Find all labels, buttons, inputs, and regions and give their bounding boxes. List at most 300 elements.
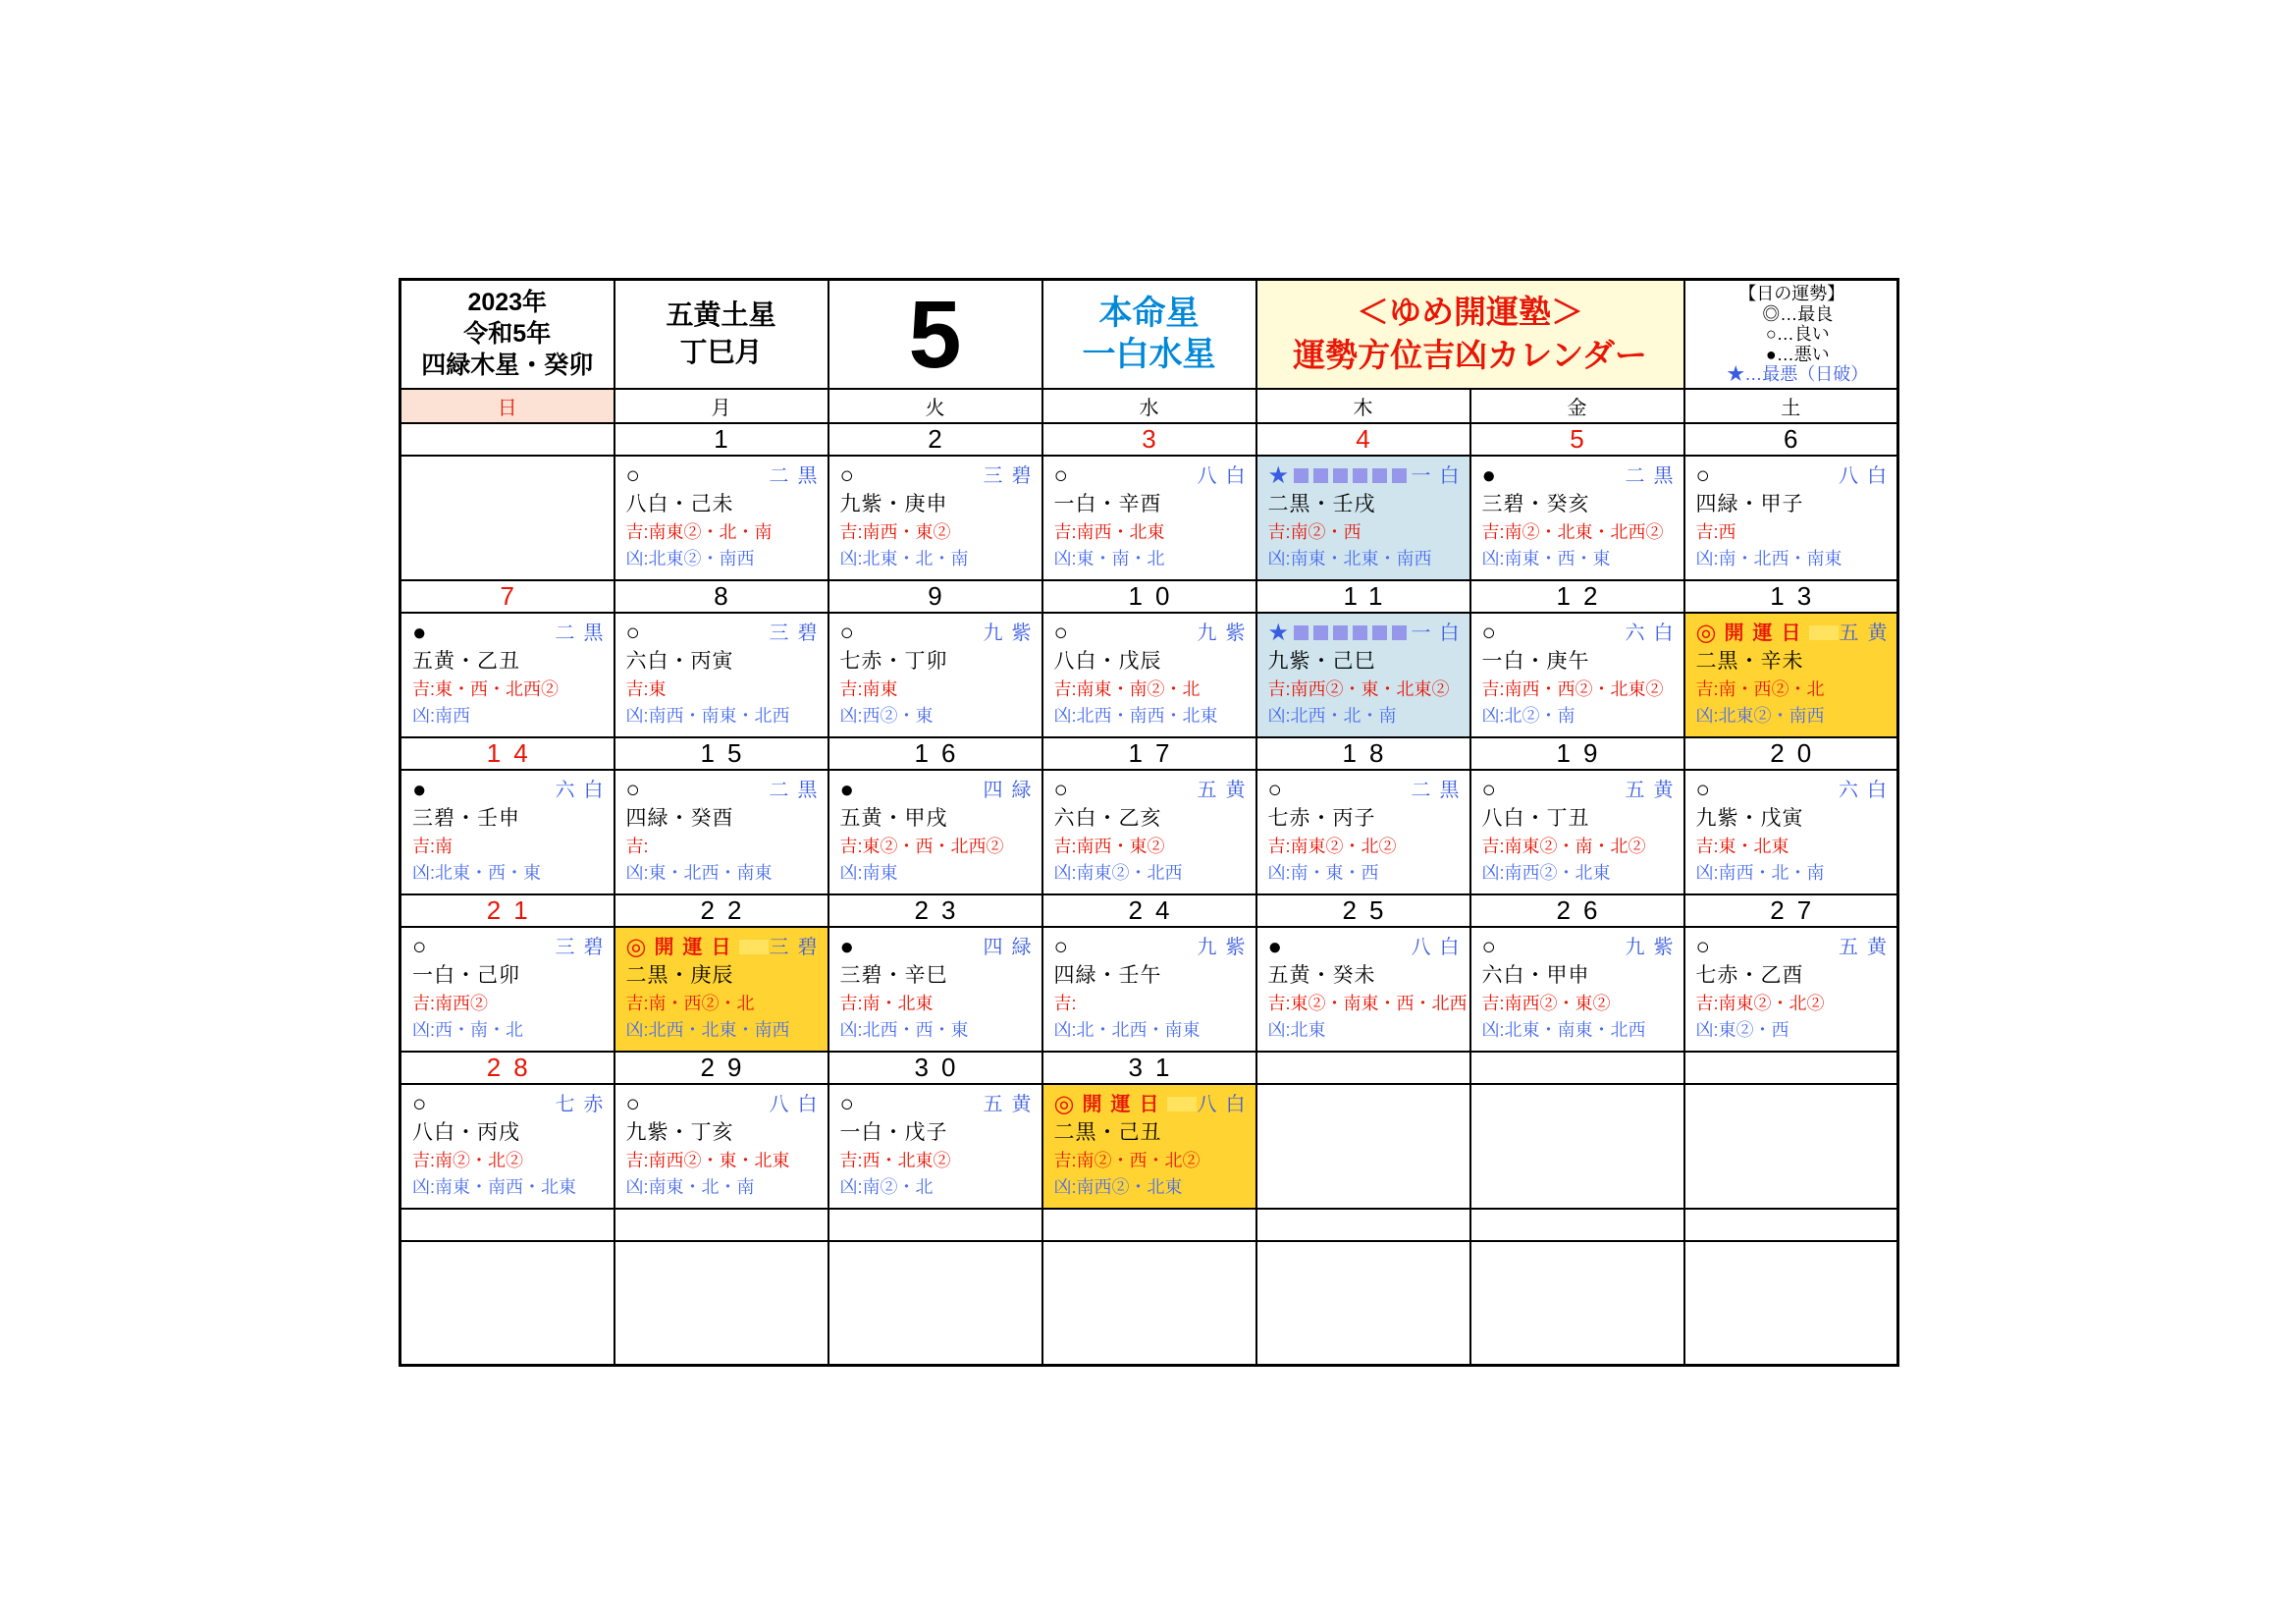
date-cell-5: 5 [1470,423,1684,456]
weekday-sunday: 日 [400,389,614,423]
date-cell-24: 24 [1042,894,1256,927]
square-icon [1353,468,1367,483]
day-cell-empty [1042,1241,1256,1366]
fortune-legend [1684,280,1898,389]
good-day-icon: ○ [1695,461,1711,489]
date-cell-19: 19 [1470,737,1684,770]
day-cell-3 [1042,456,1256,580]
square-icon [754,940,769,954]
unlucky-directions: 凶:南西・南東・北西 [625,705,790,726]
day-cell-content [615,771,828,893]
good-day-icon: ○ [1053,619,1068,646]
unlucky-directions: 凶:南東・北東・南西 [1267,548,1432,568]
star-eto-text: 七赤・丁卯 [839,650,948,674]
honmeisei-label: 本命星 [1098,294,1200,332]
lucky-directions: 吉:南東②・北② [1267,836,1397,856]
good-day-icon: ○ [1695,933,1711,960]
good-day-icon: ○ [625,619,640,646]
day-cell-13 [1684,613,1898,737]
day-mark-line [412,1090,613,1117]
day-cell-content [1471,928,1683,1051]
unlucky-directions: 凶:南西②・北東 [1481,862,1611,883]
nine-star-label: 九紫 [983,622,1041,644]
square-icon [1294,468,1308,483]
day-content-row-week-6 [400,1241,1898,1366]
square-icon [1824,625,1839,640]
date-cell-13: 13 [1684,580,1898,613]
day-mark-line [1695,933,1896,960]
calendar-body [400,423,1898,1366]
day-cell-empty [1470,1084,1684,1209]
star-eto-text: 七赤・丙子 [1267,807,1376,831]
lucky-directions: 吉:南②・西・北② [1053,1150,1201,1170]
date-cell-11: 11 [1256,580,1470,613]
bad-day-icon: ● [412,619,427,646]
day-mark-line [1053,776,1255,803]
unlucky-directions: 凶:北東・北・南 [839,548,969,568]
nine-star-label: 一白 [1411,464,1468,487]
day-cell-11 [1256,613,1470,737]
nine-star-label: 八白 [769,1093,827,1115]
lucky-directions: 吉:南東②・北② [1695,993,1825,1013]
day-mark-line [412,776,613,803]
weekday-thursday: 木 [1256,389,1470,423]
nine-star-label: 八白 [1411,936,1468,958]
day-cell-empty [1470,1241,1684,1366]
day-mark-line [1695,619,1896,646]
date-cell-9: 9 [828,580,1042,613]
day-cell-content [829,928,1041,1051]
day-cell-content [1685,614,1897,736]
day-cell-25 [1256,927,1470,1052]
day-cell-content [1043,1085,1255,1208]
lucky-directions: 吉:南②・西 [1267,521,1362,542]
bad-day-icon: ● [839,933,854,960]
date-cell-empty [1470,1209,1684,1241]
lucky-directions: 吉:南②・北② [412,1150,524,1170]
date-cell-12: 12 [1470,580,1684,613]
date-cell-15: 15 [614,737,828,770]
star-eto-text: 九紫・己巳 [1267,650,1376,674]
lucky-directions: 吉:東・西・北西② [412,678,560,699]
square-icon [1333,625,1348,640]
star-eto-text: 二黒・辛未 [1695,650,1804,674]
day-mark-line [625,933,827,960]
legend-item-good: ○…良い [1765,324,1830,345]
date-cell-26: 26 [1470,894,1684,927]
date-cell-empty [1256,1209,1470,1241]
square-icon [739,940,754,954]
day-mark-line [1053,933,1255,960]
unlucky-directions: 凶:南東・南西・北東 [412,1176,577,1197]
lucky-day-label: 開運日 [1724,622,1810,644]
nine-star-label: 二黒 [769,464,827,487]
good-day-icon: ○ [839,1090,854,1117]
lucky-directions: 吉:南西・西②・北東② [1481,678,1664,699]
day-cell-12 [1470,613,1684,737]
lucky-directions: 吉:南西・北東 [1053,521,1165,542]
bad-day-icon: ● [1267,933,1282,960]
mark-spacer [1289,625,1411,640]
unlucky-directions: 凶:東②・西 [1695,1019,1789,1040]
nine-star-label: 九紫 [1625,936,1682,958]
weekday-saturday: 土 [1684,389,1898,423]
unlucky-directions: 凶:北西・南西・北東 [1053,705,1218,726]
nine-star-label: 七赤 [555,1093,613,1115]
day-mark-line [1481,933,1682,960]
day-cell-26 [1470,927,1684,1052]
good-day-icon: ○ [1053,776,1068,803]
day-mark-line [1053,1090,1255,1117]
star-eto-text: 七赤・乙酉 [1695,964,1804,988]
nine-star-label: 八白 [1839,464,1896,487]
day-cell-empty [400,1241,614,1366]
day-cell-22 [614,927,828,1052]
date-cell-22: 22 [614,894,828,927]
date-cell-31: 31 [1042,1052,1256,1084]
day-mark-line [1267,619,1468,646]
unlucky-directions: 凶:東・南・北 [1053,548,1165,568]
day-cell-empty [1684,1241,1898,1366]
nine-star-label: 二黒 [1625,464,1682,487]
day-mark-line [1481,776,1682,803]
fortune-calendar [399,278,1899,1367]
date-cell-3: 3 [1042,423,1256,456]
day-cell-7 [400,613,614,737]
day-cell-15 [614,770,828,894]
square-icon [1809,625,1824,640]
year-line: 2023年 [467,289,548,317]
date-cell-7: 7 [400,580,614,613]
lucky-directions: 吉:南東・南②・北 [1053,678,1201,699]
date-row-week-6 [400,1209,1898,1241]
day-mark-line [625,1090,827,1117]
day-cell-content [1043,457,1255,579]
unlucky-directions: 凶:北東②・南西 [625,548,755,568]
unlucky-directions: 凶:南西・北・南 [1695,862,1825,883]
star-eto-text: 八白・丁丑 [1481,807,1590,831]
good-day-icon: ○ [1267,776,1282,803]
weekday-monday: 月 [614,389,828,423]
date-cell-21: 21 [400,894,614,927]
legend-item-best: ◎…最良 [1762,303,1834,324]
honmeisei-star: 一白水星 [1082,336,1216,374]
day-content-row-week-3 [400,770,1898,894]
day-cell-content [1043,928,1255,1051]
day-cell-empty [1256,1241,1470,1366]
unlucky-directions: 凶:西・南・北 [412,1019,524,1040]
day-cell-19 [1470,770,1684,894]
lucky-directions: 吉:西 [1695,521,1736,542]
year-star-line: 四緑木星・癸卯 [421,352,594,380]
date-cell-6: 6 [1684,423,1898,456]
day-cell-10 [1042,613,1256,737]
day-cell-4 [1256,456,1470,580]
day-mark-line [625,619,827,646]
date-row-week-5 [400,1052,1898,1084]
day-cell-content [1685,771,1897,893]
legend-title: 【日の運勢】 [1738,284,1845,303]
star-eto-text: 四緑・甲子 [1695,493,1804,516]
lucky-directions: 吉:南西② [412,993,489,1013]
date-cell-empty [1684,1209,1898,1241]
day-mark-line [412,933,613,960]
day-cell-24 [1042,927,1256,1052]
lucky-directions: 吉:西・北東② [839,1150,951,1170]
date-cell-4: 4 [1256,423,1470,456]
good-day-icon: ○ [412,1090,427,1117]
month-star-line: 五黄土星 [666,299,776,331]
date-cell-empty [1256,1052,1470,1084]
lucky-directions: 吉:東 [625,678,667,699]
day-mark-line [1267,933,1468,960]
day-cell-content [829,457,1041,579]
bad-day-icon: ● [1481,461,1496,489]
day-content-row-week-4 [400,927,1898,1052]
star-eto-text: 九紫・庚申 [839,493,948,516]
date-cell-empty [828,1209,1042,1241]
best-day-icon: ◎ [625,933,647,960]
square-icon [1313,468,1328,483]
day-cell-empty [400,456,614,580]
date-cell-20: 20 [1684,737,1898,770]
square-icon [1353,625,1367,640]
day-cell-content [615,457,828,579]
day-cell-content [1685,928,1897,1051]
unlucky-directions: 凶:北西・西・東 [839,1019,969,1040]
nine-star-label: 三碧 [769,622,827,644]
star-eto-text: 二黒・庚辰 [625,964,734,988]
nine-star-label: 八白 [1197,1093,1255,1115]
day-cell-28 [400,1084,614,1209]
unlucky-directions: 凶:東・北西・南東 [625,862,773,883]
day-cell-30 [828,1084,1042,1209]
good-day-icon: ○ [1053,933,1068,960]
date-cell-16: 16 [828,737,1042,770]
date-cell-25: 25 [1256,894,1470,927]
star-eto-text: 四緑・壬午 [1053,964,1162,988]
day-cell-content [829,1085,1041,1208]
day-mark-line [1481,461,1682,489]
star-eto-text: 五黄・甲戌 [839,807,948,831]
era-line: 令和5年 [463,320,552,349]
star-eto-text: 八白・丙戌 [412,1121,520,1145]
date-cell-8: 8 [614,580,828,613]
unlucky-directions: 凶:南・北西・南東 [1695,548,1842,568]
day-mark-line [1267,461,1468,489]
star-eto-text: 一白・辛酉 [1053,493,1162,516]
lucky-directions: 吉:東②・西・北西② [839,836,1004,856]
unlucky-directions: 凶:南東・北・南 [625,1176,755,1197]
nine-star-label: 六白 [1839,779,1896,801]
nine-star-label: 九紫 [1197,936,1255,958]
title-line-1: ＜ゆめ開運塾＞ [1357,293,1583,330]
day-cell-1 [614,456,828,580]
day-cell-21 [400,927,614,1052]
nine-star-label: 二黒 [769,779,827,801]
date-cell-29: 29 [614,1052,828,1084]
unlucky-directions: 凶:北・北西・南東 [1053,1019,1201,1040]
lucky-directions: 吉:南・西②・北 [625,993,755,1013]
day-mark-line [839,619,1041,646]
date-cell-14: 14 [400,737,614,770]
square-icon [1313,625,1328,640]
good-day-icon: ○ [1695,776,1711,803]
unlucky-directions: 凶:西②・東 [839,705,934,726]
weekday-tuesday: 火 [828,389,1042,423]
date-cell-27: 27 [1684,894,1898,927]
unlucky-directions: 凶:南西 [412,705,471,726]
square-icon [1294,625,1308,640]
lucky-directions: 吉:南西②・東・北東② [1267,678,1450,699]
day-cell-23 [828,927,1042,1052]
nine-star-label: 八白 [1197,464,1255,487]
unlucky-directions: 凶:北東・南東・北西 [1481,1019,1646,1040]
day-cell-5 [1470,456,1684,580]
month-star-info [614,280,828,389]
good-day-icon: ○ [1481,776,1496,803]
day-content-row-week-5 [400,1084,1898,1209]
day-cell-content [829,771,1041,893]
star-eto-text: 六白・丙寅 [625,650,734,674]
day-cell-9 [828,613,1042,737]
weekday-header-row [400,389,1898,423]
day-cell-2 [828,456,1042,580]
weekday-wednesday: 水 [1042,389,1256,423]
date-row-week-1 [400,423,1898,456]
lucky-directions: 吉:南・北東 [839,993,934,1013]
date-cell-30: 30 [828,1052,1042,1084]
star-eto-text: 一白・己卯 [412,964,520,988]
square-icon [1392,468,1407,483]
star-eto-text: 九紫・戊寅 [1695,807,1804,831]
year-info [400,280,614,389]
day-cell-27 [1684,927,1898,1052]
square-icon [1392,625,1407,640]
lucky-directions: 吉:南東 [839,678,898,699]
nine-star-label: 三碧 [769,936,827,958]
unlucky-directions: 凶:北②・南 [1481,705,1575,726]
lucky-day-label: 開運日 [1082,1093,1168,1115]
nine-star-label: 六白 [1625,622,1682,644]
day-cell-content [401,928,614,1051]
nine-star-label: 四緑 [983,779,1041,801]
best-day-icon: ◎ [1053,1090,1075,1117]
square-icon [1372,468,1387,483]
day-content-row-week-1 [400,456,1898,580]
star-eto-text: 五黄・癸未 [1267,964,1376,988]
day-mark-line [839,933,1041,960]
day-cell-content [1257,457,1469,579]
day-cell-16 [828,770,1042,894]
mark-spacer [1167,1097,1197,1111]
lucky-directions: 吉:東②・南東・西・北西 [1267,993,1468,1013]
good-day-icon: ○ [839,619,854,646]
unlucky-directions: 凶:南西②・北東 [1053,1176,1183,1197]
day-cell-18 [1256,770,1470,894]
weekday-friday: 金 [1470,389,1684,423]
lucky-directions: 吉:南西・東② [1053,836,1165,856]
date-cell-empty [400,423,614,456]
day-cell-31 [1042,1084,1256,1209]
day-cell-content [401,614,614,736]
date-cell-2: 2 [828,423,1042,456]
nine-star-label: 五黄 [983,1093,1041,1115]
day-cell-content [1471,614,1683,736]
day-cell-content [401,771,614,893]
lucky-directions: 吉:南東②・南・北② [1481,836,1646,856]
day-cell-content [1471,771,1683,893]
day-content-row-week-2 [400,613,1898,737]
day-cell-content [615,928,828,1051]
star-eto-text: 六白・甲申 [1481,964,1590,988]
good-day-icon: ○ [1481,933,1496,960]
star-eto-text: 四緑・癸酉 [625,807,734,831]
day-cell-content [1257,771,1469,893]
bad-day-icon: ● [412,776,427,803]
month-eto-line: 丁巳月 [679,337,763,368]
day-cell-content [1043,771,1255,893]
date-cell-23: 23 [828,894,1042,927]
lucky-directions: 吉:東・北東 [1695,836,1789,856]
square-icon [1372,625,1387,640]
nine-star-label: 五黄 [1839,622,1896,644]
nine-star-label: 一白 [1411,622,1468,644]
day-cell-20 [1684,770,1898,894]
star-eto-text: 三碧・辛巳 [839,964,948,988]
day-mark-line [1267,776,1468,803]
date-cell-10: 10 [1042,580,1256,613]
lucky-directions: 吉:南東②・北・南 [625,521,773,542]
star-eto-text: 二黒・己丑 [1053,1121,1162,1145]
day-cell-content [1471,457,1683,579]
lucky-directions: 吉:南西②・東・北東 [625,1150,790,1170]
nine-star-label: 二黒 [555,622,613,644]
date-cell-empty [400,1209,614,1241]
mark-spacer [1809,625,1839,640]
date-cell-28: 28 [400,1052,614,1084]
nine-star-label: 二黒 [1411,779,1468,801]
star-eto-text: 八白・戊辰 [1053,650,1162,674]
legend-item-bad: ●…悪い [1765,344,1830,364]
day-mark-line [1053,461,1255,489]
good-day-icon: ○ [839,461,854,489]
date-cell-18: 18 [1256,737,1470,770]
mark-spacer [739,940,769,954]
month-number: 5 [828,280,1042,389]
lucky-directions: 吉:南 [412,836,454,856]
star-eto-text: 三碧・壬申 [412,807,520,831]
day-cell-content [1257,614,1469,736]
square-icon [1333,468,1348,483]
unlucky-directions: 凶:南②・北 [839,1176,934,1197]
date-cell-17: 17 [1042,737,1256,770]
date-row-week-3 [400,737,1898,770]
day-cell-empty [614,1241,828,1366]
day-mark-line [1695,461,1896,489]
lucky-directions: 吉:南②・北東・北西② [1481,521,1664,542]
square-icon [1182,1097,1197,1111]
unlucky-directions: 凶:北西・北・南 [1267,705,1397,726]
unlucky-directions: 凶:南・東・西 [1267,862,1379,883]
day-cell-content [615,614,828,736]
nine-star-label: 四緑 [983,936,1041,958]
star-eto-text: 六白・乙亥 [1053,807,1162,831]
day-cell-content [615,1085,828,1208]
title-line-2: 運勢方位吉凶カレンダー [1293,337,1647,374]
nine-star-label: 三碧 [555,936,613,958]
day-cell-content [1043,614,1255,736]
